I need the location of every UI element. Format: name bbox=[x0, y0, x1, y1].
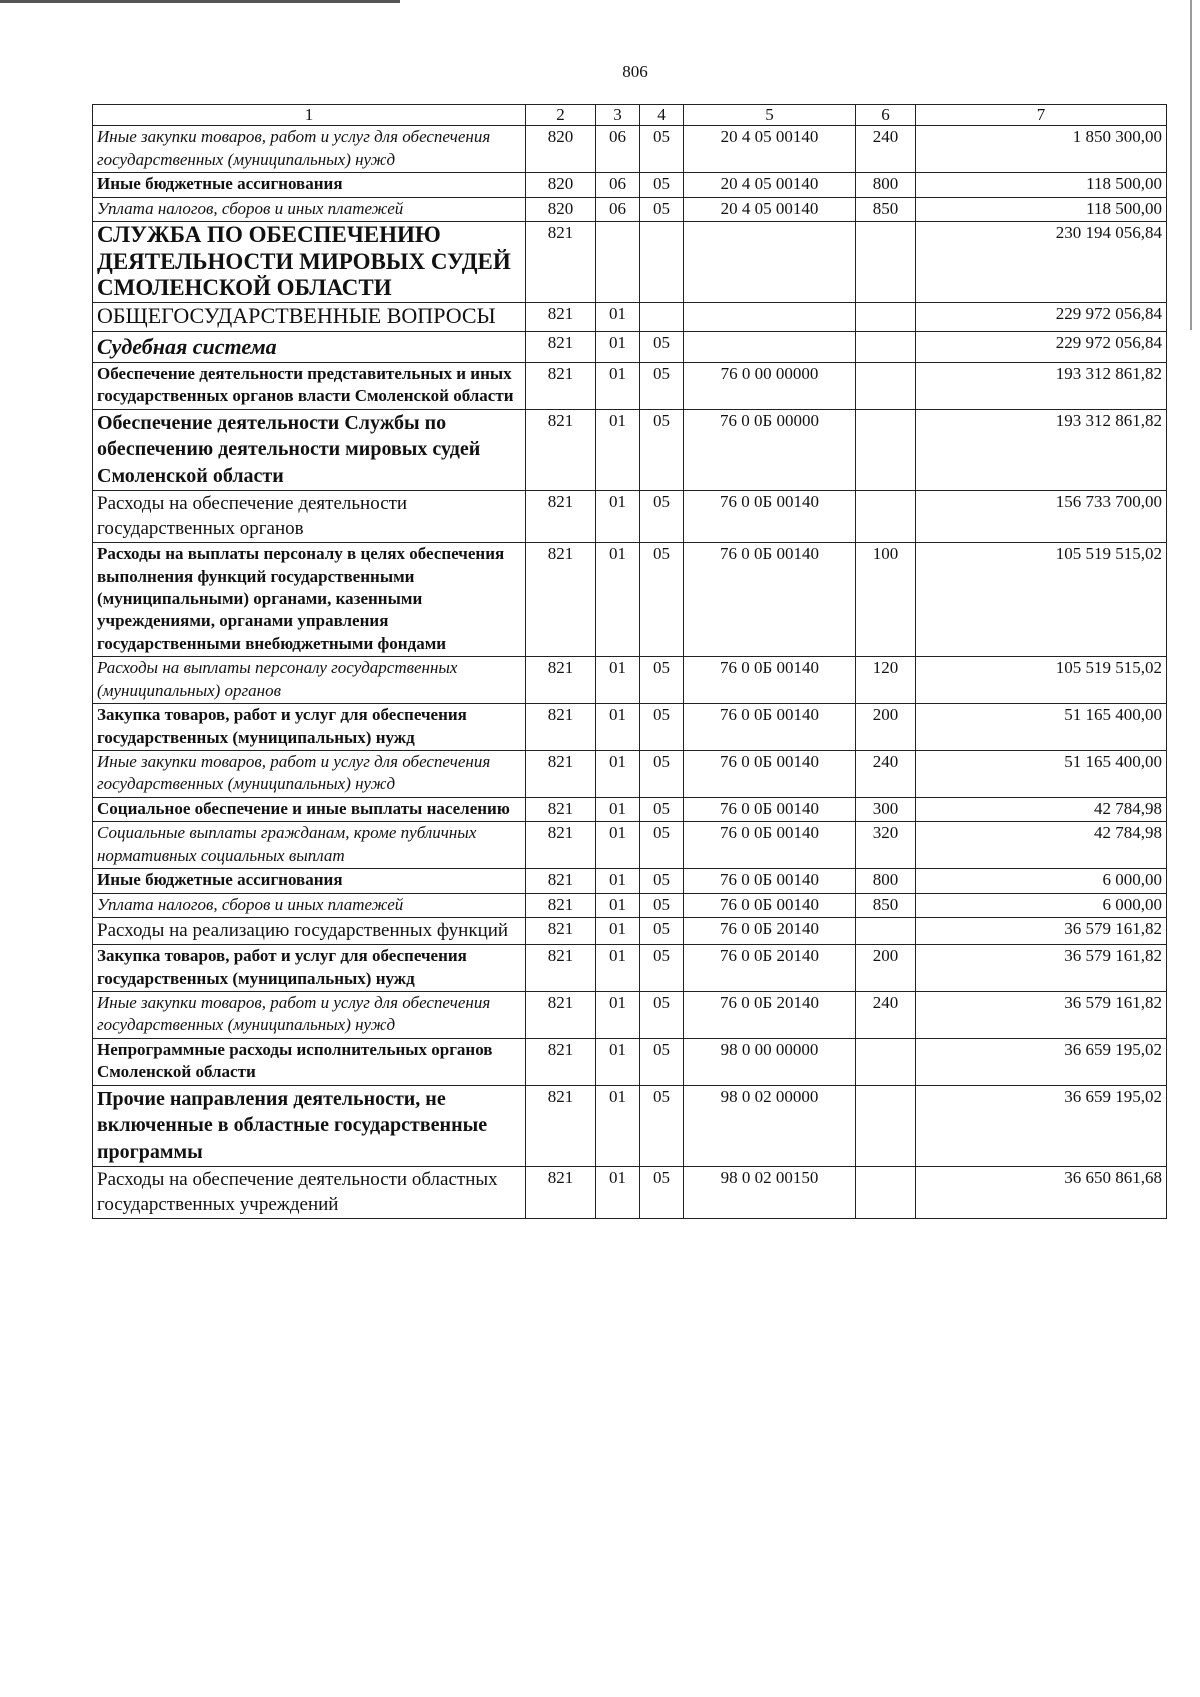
table-row bbox=[93, 303, 1167, 331]
row-amount-cell: 118 500,00 bbox=[916, 197, 1167, 221]
row-section-cell: 01 bbox=[596, 490, 640, 542]
row-target-article-cell: 98 0 00 00000 bbox=[684, 1038, 856, 1085]
row-subsection-cell: 05 bbox=[640, 543, 684, 657]
row-subsection-cell bbox=[640, 303, 684, 331]
row-expense-type-cell: 850 bbox=[856, 197, 916, 221]
row-amount-cell: 193 312 861,82 bbox=[916, 409, 1167, 490]
row-expense-type-cell bbox=[856, 1038, 916, 1085]
row-target-article-cell: 76 0 0Б 00140 bbox=[684, 822, 856, 869]
row-amount-cell: 51 165 400,00 bbox=[916, 704, 1167, 751]
row-admin-code-cell: 821 bbox=[526, 543, 596, 657]
row-amount-cell: 156 733 700,00 bbox=[916, 490, 1167, 542]
table-row bbox=[93, 918, 1167, 945]
row-admin-code-cell: 820 bbox=[526, 173, 596, 197]
scan-right-edge bbox=[1190, 0, 1192, 330]
row-section-cell: 01 bbox=[596, 1038, 640, 1085]
table-row bbox=[93, 197, 1167, 221]
row-subsection-cell: 05 bbox=[640, 751, 684, 798]
row-section-cell: 01 bbox=[596, 869, 640, 893]
row-name-cell: Обеспечение деятельности Службы по обеспечению деятельности мировых судей Смоленской области bbox=[93, 409, 526, 490]
table-row bbox=[93, 490, 1167, 542]
row-admin-code-cell: 821 bbox=[526, 490, 596, 542]
table-row bbox=[93, 893, 1167, 917]
row-target-article-cell: 76 0 0Б 20140 bbox=[684, 918, 856, 945]
row-name-cell: Иные закупки товаров, работ и услуг для обеспечения государственных (муниципальных) нужд bbox=[93, 751, 526, 798]
row-subsection-cell: 05 bbox=[640, 1166, 684, 1218]
row-admin-code-cell: 821 bbox=[526, 869, 596, 893]
row-section-cell: 06 bbox=[596, 197, 640, 221]
row-name-cell: Расходы на обеспечение деятельности государственных органов bbox=[93, 490, 526, 542]
row-admin-code-cell: 821 bbox=[526, 1038, 596, 1085]
row-name-cell: СЛУЖБА ПО ОБЕСПЕЧЕНИЮ ДЕЯТЕЛЬНОСТИ МИРОВЫХ СУДЕЙ СМОЛЕНСКОЙ ОБЛАСТИ bbox=[93, 222, 526, 303]
row-amount-cell: 42 784,98 bbox=[916, 797, 1167, 821]
row-target-article-cell: 98 0 02 00000 bbox=[684, 1085, 856, 1166]
row-expense-type-cell: 300 bbox=[856, 797, 916, 821]
row-name-cell: Иные бюджетные ассигнования bbox=[93, 173, 526, 197]
header-cell-7: 7 bbox=[916, 105, 1167, 126]
row-amount-cell: 42 784,98 bbox=[916, 822, 1167, 869]
row-admin-code-cell: 821 bbox=[526, 303, 596, 331]
row-section-cell: 01 bbox=[596, 704, 640, 751]
table-body bbox=[93, 105, 1167, 1219]
row-expense-type-cell: 240 bbox=[856, 751, 916, 798]
row-subsection-cell: 05 bbox=[640, 893, 684, 917]
row-expense-type-cell: 120 bbox=[856, 657, 916, 704]
table-row bbox=[93, 362, 1167, 409]
header-cell-3: 3 bbox=[596, 105, 640, 126]
row-name-cell: Непрограммные расходы исполнительных органов Смоленской области bbox=[93, 1038, 526, 1085]
row-expense-type-cell: 320 bbox=[856, 822, 916, 869]
row-section-cell: 01 bbox=[596, 409, 640, 490]
row-name-cell: Расходы на реализацию государственных функций bbox=[93, 918, 526, 945]
row-name-cell: Уплата налогов, сборов и иных платежей bbox=[93, 893, 526, 917]
row-amount-cell: 1 850 300,00 bbox=[916, 126, 1167, 173]
row-expense-type-cell bbox=[856, 222, 916, 303]
table-row bbox=[93, 797, 1167, 821]
table-row bbox=[93, 822, 1167, 869]
row-section-cell: 01 bbox=[596, 1085, 640, 1166]
table-row bbox=[93, 126, 1167, 173]
row-admin-code-cell: 820 bbox=[526, 126, 596, 173]
row-admin-code-cell: 821 bbox=[526, 992, 596, 1039]
row-subsection-cell: 05 bbox=[640, 918, 684, 945]
row-admin-code-cell: 821 bbox=[526, 797, 596, 821]
header-cell-5: 5 bbox=[684, 105, 856, 126]
row-section-cell: 01 bbox=[596, 945, 640, 992]
row-target-article-cell: 76 0 00 00000 bbox=[684, 362, 856, 409]
row-section-cell bbox=[596, 222, 640, 303]
row-target-article-cell: 98 0 02 00150 bbox=[684, 1166, 856, 1218]
row-amount-cell: 36 659 195,02 bbox=[916, 1038, 1167, 1085]
row-admin-code-cell: 821 bbox=[526, 222, 596, 303]
table-row bbox=[93, 1085, 1167, 1166]
table-row bbox=[93, 869, 1167, 893]
row-target-article-cell: 76 0 0Б 00140 bbox=[684, 751, 856, 798]
row-subsection-cell: 05 bbox=[640, 126, 684, 173]
row-subsection-cell: 05 bbox=[640, 409, 684, 490]
header-cell-4: 4 bbox=[640, 105, 684, 126]
table-row bbox=[93, 543, 1167, 657]
table-row bbox=[93, 751, 1167, 798]
row-subsection-cell: 05 bbox=[640, 869, 684, 893]
row-expense-type-cell: 200 bbox=[856, 704, 916, 751]
row-admin-code-cell: 821 bbox=[526, 945, 596, 992]
row-target-article-cell: 76 0 0Б 20140 bbox=[684, 945, 856, 992]
row-name-cell: Социальные выплаты гражданам, кроме публичных нормативных социальных выплат bbox=[93, 822, 526, 869]
row-expense-type-cell: 200 bbox=[856, 945, 916, 992]
row-admin-code-cell: 821 bbox=[526, 1166, 596, 1218]
row-amount-cell: 36 579 161,82 bbox=[916, 992, 1167, 1039]
row-expense-type-cell bbox=[856, 1085, 916, 1166]
row-expense-type-cell bbox=[856, 331, 916, 362]
row-amount-cell: 6 000,00 bbox=[916, 893, 1167, 917]
row-target-article-cell: 76 0 0Б 00140 bbox=[684, 797, 856, 821]
row-amount-cell: 229 972 056,84 bbox=[916, 303, 1167, 331]
header-cell-2: 2 bbox=[526, 105, 596, 126]
row-admin-code-cell: 821 bbox=[526, 409, 596, 490]
table-row bbox=[93, 704, 1167, 751]
row-target-article-cell: 20 4 05 00140 bbox=[684, 173, 856, 197]
row-amount-cell: 36 650 861,68 bbox=[916, 1166, 1167, 1218]
row-target-article-cell bbox=[684, 303, 856, 331]
row-expense-type-cell: 240 bbox=[856, 992, 916, 1039]
page-number: 806 bbox=[622, 62, 648, 81]
row-target-article-cell: 76 0 0Б 00140 bbox=[684, 893, 856, 917]
row-amount-cell: 51 165 400,00 bbox=[916, 751, 1167, 798]
row-section-cell: 01 bbox=[596, 751, 640, 798]
row-subsection-cell: 05 bbox=[640, 1038, 684, 1085]
row-name-cell: Социальное обеспечение и иные выплаты населению bbox=[93, 797, 526, 821]
row-subsection-cell: 05 bbox=[640, 197, 684, 221]
row-admin-code-cell: 821 bbox=[526, 822, 596, 869]
row-name-cell: Обеспечение деятельности представительных и иных государственных органов власти Смоленской области bbox=[93, 362, 526, 409]
table-row bbox=[93, 1166, 1167, 1218]
row-section-cell: 01 bbox=[596, 822, 640, 869]
row-section-cell: 01 bbox=[596, 992, 640, 1039]
row-amount-cell: 193 312 861,82 bbox=[916, 362, 1167, 409]
row-amount-cell: 229 972 056,84 bbox=[916, 331, 1167, 362]
row-name-cell: Расходы на выплаты персоналу государственных (муниципальных) органов bbox=[93, 657, 526, 704]
row-subsection-cell: 05 bbox=[640, 797, 684, 821]
row-target-article-cell: 76 0 0Б 00000 bbox=[684, 409, 856, 490]
row-expense-type-cell bbox=[856, 918, 916, 945]
row-admin-code-cell: 821 bbox=[526, 751, 596, 798]
row-admin-code-cell: 821 bbox=[526, 704, 596, 751]
row-amount-cell: 6 000,00 bbox=[916, 869, 1167, 893]
row-target-article-cell: 20 4 05 00140 bbox=[684, 197, 856, 221]
row-target-article-cell: 76 0 0Б 00140 bbox=[684, 543, 856, 657]
row-name-cell: Судебная система bbox=[93, 331, 526, 362]
row-target-article-cell: 76 0 0Б 00140 bbox=[684, 704, 856, 751]
row-amount-cell: 36 659 195,02 bbox=[916, 1085, 1167, 1166]
row-admin-code-cell: 821 bbox=[526, 657, 596, 704]
row-section-cell: 06 bbox=[596, 126, 640, 173]
row-subsection-cell: 05 bbox=[640, 704, 684, 751]
row-expense-type-cell: 800 bbox=[856, 869, 916, 893]
row-admin-code-cell: 821 bbox=[526, 362, 596, 409]
table-row bbox=[93, 945, 1167, 992]
row-name-cell: Расходы на выплаты персоналу в целях обеспечения выполнения функций государственными (муниципальными) органами, казенными учреждениями, органами управления государственными внебюджетными фондами bbox=[93, 543, 526, 657]
row-section-cell: 01 bbox=[596, 362, 640, 409]
row-subsection-cell: 05 bbox=[640, 992, 684, 1039]
row-subsection-cell: 05 bbox=[640, 173, 684, 197]
row-amount-cell: 230 194 056,84 bbox=[916, 222, 1167, 303]
row-amount-cell: 105 519 515,02 bbox=[916, 543, 1167, 657]
row-name-cell: Уплата налогов, сборов и иных платежей bbox=[93, 197, 526, 221]
row-target-article-cell bbox=[684, 331, 856, 362]
row-expense-type-cell: 100 bbox=[856, 543, 916, 657]
row-amount-cell: 36 579 161,82 bbox=[916, 945, 1167, 992]
row-name-cell: Закупка товаров, работ и услуг для обеспечения государственных (муниципальных) нужд bbox=[93, 704, 526, 751]
row-expense-type-cell: 850 bbox=[856, 893, 916, 917]
row-expense-type-cell bbox=[856, 303, 916, 331]
row-name-cell: Иные закупки товаров, работ и услуг для обеспечения государственных (муниципальных) нужд bbox=[93, 126, 526, 173]
row-name-cell: Прочие направления деятельности, не включенные в областные государственные программы bbox=[93, 1085, 526, 1166]
table-row bbox=[93, 1038, 1167, 1085]
table-row bbox=[93, 657, 1167, 704]
row-name-cell: Иные закупки товаров, работ и услуг для обеспечения государственных (муниципальных) нужд bbox=[93, 992, 526, 1039]
table-row bbox=[93, 173, 1167, 197]
row-expense-type-cell: 800 bbox=[856, 173, 916, 197]
table-row bbox=[93, 409, 1167, 490]
row-subsection-cell: 05 bbox=[640, 490, 684, 542]
row-amount-cell: 36 579 161,82 bbox=[916, 918, 1167, 945]
row-name-cell: Закупка товаров, работ и услуг для обеспечения государственных (муниципальных) нужд bbox=[93, 945, 526, 992]
row-expense-type-cell bbox=[856, 1166, 916, 1218]
row-name-cell: Иные бюджетные ассигнования bbox=[93, 869, 526, 893]
row-target-article-cell: 76 0 0Б 20140 bbox=[684, 992, 856, 1039]
row-target-article-cell: 20 4 05 00140 bbox=[684, 126, 856, 173]
table-header-row bbox=[93, 105, 1167, 126]
row-admin-code-cell: 821 bbox=[526, 918, 596, 945]
budget-table-container bbox=[92, 104, 1167, 1219]
row-section-cell: 01 bbox=[596, 331, 640, 362]
row-target-article-cell: 76 0 0Б 00140 bbox=[684, 490, 856, 542]
row-subsection-cell: 05 bbox=[640, 945, 684, 992]
row-expense-type-cell bbox=[856, 409, 916, 490]
row-amount-cell: 118 500,00 bbox=[916, 173, 1167, 197]
row-section-cell: 01 bbox=[596, 543, 640, 657]
row-target-article-cell: 76 0 0Б 00140 bbox=[684, 869, 856, 893]
header-cell-6: 6 bbox=[856, 105, 916, 126]
row-subsection-cell: 05 bbox=[640, 1085, 684, 1166]
row-section-cell: 06 bbox=[596, 173, 640, 197]
row-expense-type-cell bbox=[856, 490, 916, 542]
table-row bbox=[93, 992, 1167, 1039]
row-section-cell: 01 bbox=[596, 797, 640, 821]
row-name-cell: ОБЩЕГОСУДАРСТВЕННЫЕ ВОПРОСЫ bbox=[93, 303, 526, 331]
row-subsection-cell bbox=[640, 222, 684, 303]
row-target-article-cell: 76 0 0Б 00140 bbox=[684, 657, 856, 704]
budget-table bbox=[92, 104, 1167, 1219]
row-section-cell: 01 bbox=[596, 918, 640, 945]
row-section-cell: 01 bbox=[596, 893, 640, 917]
row-admin-code-cell: 821 bbox=[526, 331, 596, 362]
row-admin-code-cell: 820 bbox=[526, 197, 596, 221]
row-subsection-cell: 05 bbox=[640, 657, 684, 704]
header-cell-1: 1 bbox=[93, 105, 526, 126]
row-section-cell: 01 bbox=[596, 1166, 640, 1218]
row-amount-cell: 105 519 515,02 bbox=[916, 657, 1167, 704]
row-expense-type-cell: 240 bbox=[856, 126, 916, 173]
table-row bbox=[93, 331, 1167, 362]
row-subsection-cell: 05 bbox=[640, 362, 684, 409]
scan-top-edge bbox=[0, 0, 400, 3]
row-expense-type-cell bbox=[856, 362, 916, 409]
row-subsection-cell: 05 bbox=[640, 822, 684, 869]
row-section-cell: 01 bbox=[596, 303, 640, 331]
row-admin-code-cell: 821 bbox=[526, 893, 596, 917]
row-name-cell: Расходы на обеспечение деятельности областных государственных учреждений bbox=[93, 1166, 526, 1218]
row-admin-code-cell: 821 bbox=[526, 1085, 596, 1166]
row-section-cell: 01 bbox=[596, 657, 640, 704]
row-subsection-cell: 05 bbox=[640, 331, 684, 362]
row-target-article-cell bbox=[684, 222, 856, 303]
table-row bbox=[93, 222, 1167, 303]
